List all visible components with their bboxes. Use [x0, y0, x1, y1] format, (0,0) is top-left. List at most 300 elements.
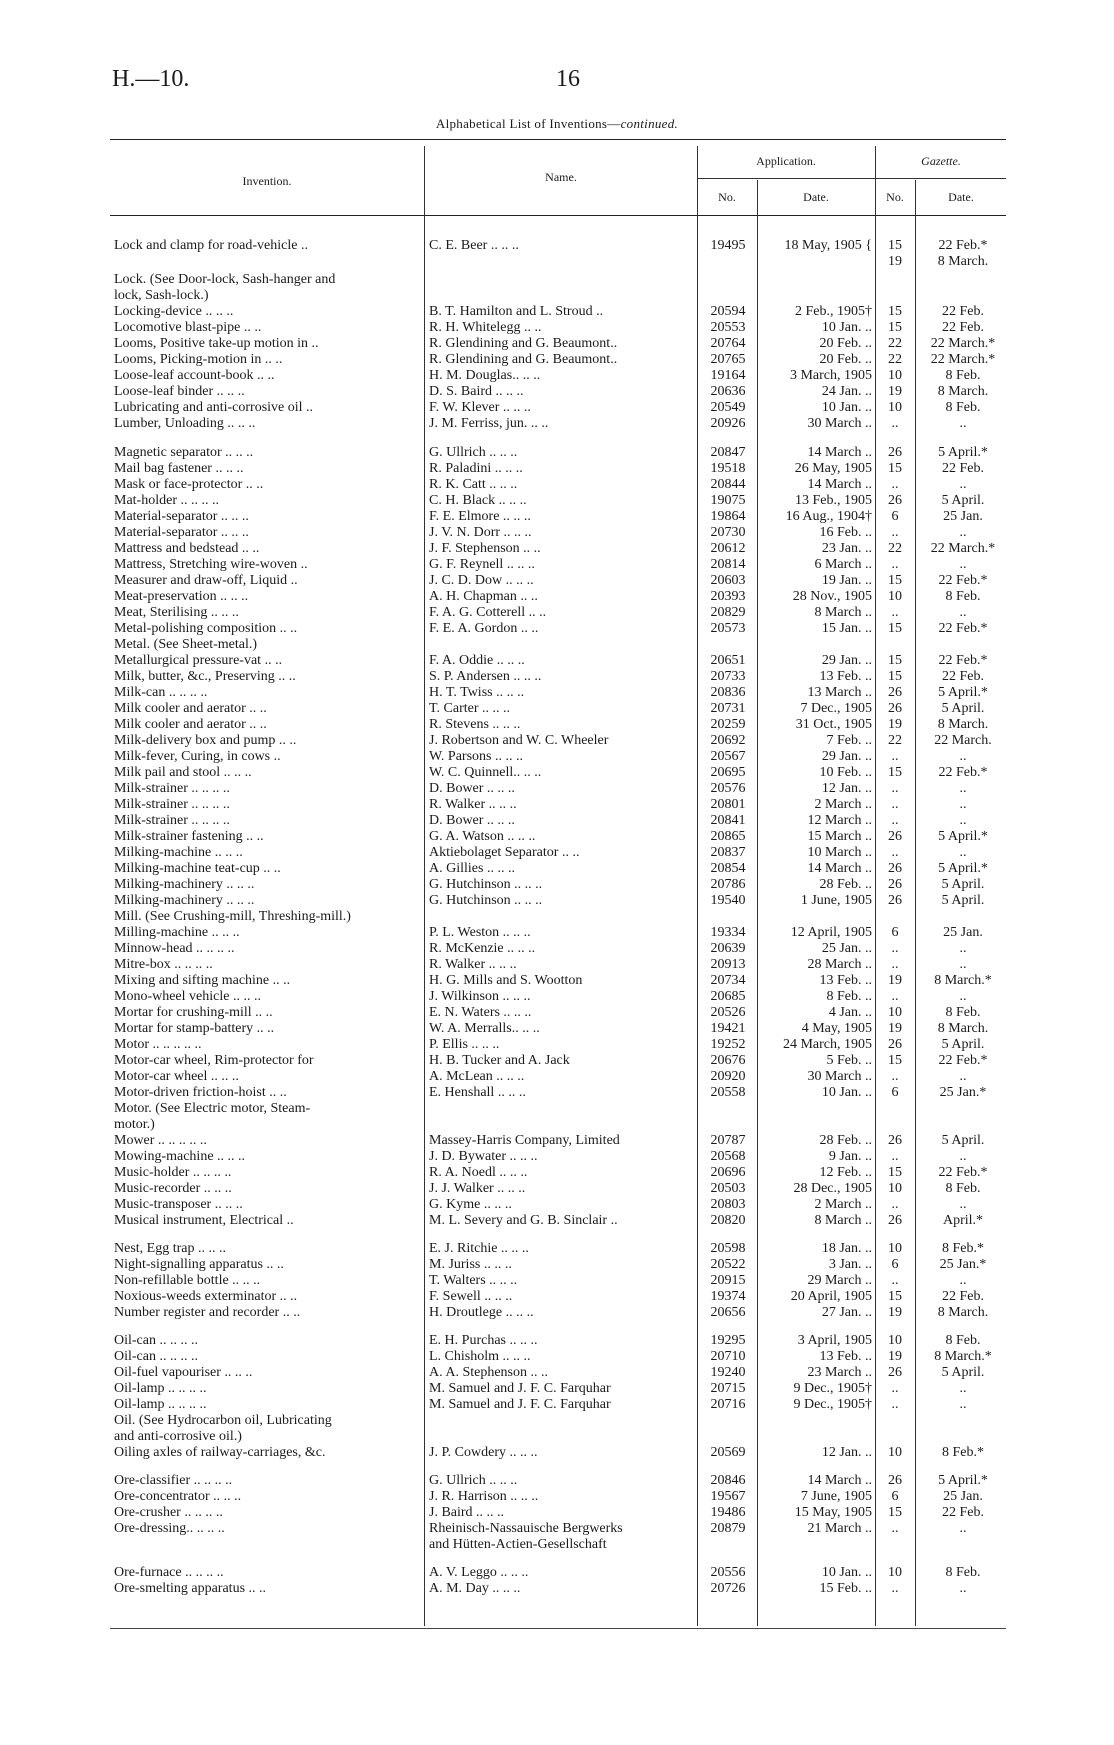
name-cell: J. C. D. Dow .. .. .. — [429, 573, 534, 588]
table-row — [0, 1473, 1114, 1489]
invention-cell: Lock and clamp for road-vehicle .. — [114, 238, 308, 253]
gazette-no-cell: 15 — [888, 461, 902, 476]
gazette-date-cell: .. — [959, 1397, 967, 1412]
app-date-cell: 4 May, 1905 — [801, 1021, 872, 1036]
app-no-cell: 20846 — [710, 1473, 746, 1488]
app-date-cell: 18 May, 1905 { — [784, 238, 872, 253]
table-row — [0, 1349, 1114, 1365]
app-date-cell: 2 March .. — [814, 797, 872, 812]
invention-cell: Oil-lamp .. .. .. .. — [114, 1381, 207, 1396]
app-no-cell: 19518 — [710, 461, 746, 476]
app-date-cell: 8 March .. — [814, 605, 872, 620]
table-row — [0, 1101, 1114, 1117]
app-no-cell: 20716 — [710, 1397, 746, 1412]
app-date-cell: 28 Feb. .. — [819, 877, 872, 892]
table-row — [0, 957, 1114, 973]
table-row — [0, 1381, 1114, 1397]
table-row — [0, 1413, 1114, 1429]
name-cell: P. Ellis .. .. .. — [429, 1037, 500, 1052]
app-date-cell: 8 Feb. .. — [826, 989, 872, 1004]
invention-cell: Motor-car wheel, Rim-protector for — [114, 1053, 314, 1068]
invention-cell: Loose-leaf account-book .. .. — [114, 368, 275, 383]
table-row — [0, 685, 1114, 701]
name-cell: J. R. Harrison .. .. .. — [429, 1489, 539, 1504]
name-cell: M. L. Severy and G. B. Sinclair .. — [429, 1213, 618, 1228]
invention-cell: Mask or face-protector .. .. — [114, 477, 264, 492]
app-date-cell: 6 March .. — [814, 557, 872, 572]
invention-cell: Metal. (See Sheet-metal.) — [114, 637, 258, 652]
app-no-cell: 20696 — [710, 1165, 746, 1180]
app-date-cell: 15 Feb. .. — [819, 1581, 872, 1596]
gazette-date-cell: 8 Feb. — [945, 368, 981, 383]
invention-cell: Milk, butter, &c., Preserving .. .. — [114, 669, 296, 684]
gazette-no-cell: 26 — [888, 829, 902, 844]
app-no-cell: 20639 — [710, 941, 746, 956]
table-row — [0, 1429, 1114, 1445]
app-no-cell: 19295 — [710, 1333, 746, 1348]
app-no-cell: 20568 — [710, 1149, 746, 1164]
table-row — [0, 1505, 1114, 1521]
gazette-no-cell: 22 — [888, 541, 902, 556]
app-no-cell: 20915 — [710, 1273, 746, 1288]
app-date-cell: 10 Feb. .. — [819, 765, 872, 780]
table-row — [0, 765, 1114, 781]
table-row — [0, 749, 1114, 765]
table-row — [0, 1037, 1114, 1053]
gazette-no-cell: 19 — [888, 973, 902, 988]
gazette-no-cell: .. — [891, 957, 899, 972]
gazette-date-cell: 5 April.* — [938, 445, 988, 460]
app-date-cell: 10 Jan. .. — [821, 1565, 872, 1580]
name-cell: M. Samuel and J. F. C. Farquhar — [429, 1397, 611, 1412]
app-no-cell: 20926 — [710, 416, 746, 431]
invention-cell: Meat, Sterilising .. .. .. — [114, 605, 239, 620]
gazette-date-cell: 8 March. — [937, 717, 989, 732]
app-no-cell: 20829 — [710, 605, 746, 620]
invention-cell: Mitre-box .. .. .. .. — [114, 957, 213, 972]
name-cell: B. T. Hamilton and L. Stroud .. — [429, 304, 604, 319]
app-date-cell: 3 March, 1905 — [789, 368, 872, 383]
name-cell: D. Bower .. .. .. — [429, 813, 515, 828]
gazette-no-cell: .. — [891, 416, 899, 431]
app-date-cell: 9 Jan. .. — [828, 1149, 872, 1164]
gazette-no-cell: 10 — [888, 1333, 902, 1348]
app-no-cell: 20651 — [710, 653, 746, 668]
invention-cell: Ore-smelting apparatus .. .. — [114, 1581, 267, 1596]
gazette-no-cell: 26 — [888, 1473, 902, 1488]
gazette-no-cell: .. — [891, 1581, 899, 1596]
table-row — [0, 1165, 1114, 1181]
table-row — [0, 605, 1114, 621]
app-date-cell: 14 March .. — [807, 861, 872, 876]
table-row — [0, 304, 1114, 320]
invention-cell: motor.) — [114, 1117, 155, 1132]
name-cell: G. F. Reynell .. .. .. — [429, 557, 535, 572]
table-row — [0, 989, 1114, 1005]
app-no-cell: 19334 — [710, 925, 746, 940]
app-date-cell: 28 Feb. .. — [819, 1133, 872, 1148]
gazette-no-cell: 26 — [888, 1213, 902, 1228]
invention-cell: Oiling axles of railway-carriages, &c. — [114, 1445, 326, 1460]
name-cell: F. E. A. Gordon .. .. — [429, 621, 539, 636]
app-date-cell: 8 March .. — [814, 1213, 872, 1228]
table-row — [0, 909, 1114, 925]
col-gaz-no-header: No. — [886, 190, 904, 204]
name-cell: W. Parsons .. .. .. — [429, 749, 523, 764]
gazette-date-cell: .. — [959, 941, 967, 956]
name-cell: E. N. Waters .. .. .. — [429, 1005, 532, 1020]
gazette-date-cell: 8 Feb. — [945, 1181, 981, 1196]
gazette-no-cell: 6 — [891, 1489, 899, 1504]
app-no-cell: 20556 — [710, 1565, 746, 1580]
invention-cell: and anti-corrosive oil.) — [114, 1429, 242, 1444]
gazette-no-cell: 15 — [888, 1165, 902, 1180]
table-row — [0, 400, 1114, 416]
app-date-cell: 14 March .. — [807, 477, 872, 492]
table-row — [0, 288, 1114, 304]
app-no-cell: 20503 — [710, 1181, 746, 1196]
table-row — [0, 1581, 1114, 1597]
gazette-no-cell: 10 — [888, 1445, 902, 1460]
gazette-date-cell: 22 Feb.* — [938, 653, 988, 668]
gazette-no-cell: 19 — [888, 1305, 902, 1320]
invention-cell: Lubricating and anti-corrosive oil .. — [114, 400, 314, 415]
table-row — [0, 445, 1114, 461]
gazette-date-cell: 22 Feb. — [942, 320, 984, 335]
header-bottom-rule — [110, 215, 1006, 216]
invention-cell: Locking-device .. .. .. — [114, 304, 234, 319]
invention-cell: Milking-machine .. .. .. — [114, 845, 243, 860]
invention-cell: Mortar for crushing-mill .. .. — [114, 1005, 273, 1020]
table-row — [0, 1489, 1114, 1505]
gazette-date-cell: .. — [959, 477, 967, 492]
gazette-no-cell: 22 — [888, 733, 902, 748]
name-cell: A. A. Stephenson .. .. — [429, 1365, 548, 1380]
gazette-no-cell: 15 — [888, 573, 902, 588]
app-date-cell: 13 Feb. .. — [819, 973, 872, 988]
table-row — [0, 1289, 1114, 1305]
app-date-cell: 12 March .. — [807, 813, 872, 828]
invention-cell: Noxious-weeds exterminator .. .. — [114, 1289, 298, 1304]
name-cell: H. M. Douglas.. .. .. — [429, 368, 541, 383]
gazette-date-cell: .. — [959, 1521, 967, 1536]
invention-cell: Mattress, Stretching wire-woven .. — [114, 557, 308, 572]
col-invention-header: Invention. — [242, 174, 292, 188]
name-cell: L. Chisholm .. .. .. — [429, 1349, 531, 1364]
gazette-date-cell: 8 March. — [937, 254, 989, 269]
app-date-cell: 7 Dec., 1905 — [800, 701, 872, 716]
table-row — [0, 1333, 1114, 1349]
gazette-date-cell: 22 Feb. — [942, 669, 984, 684]
table-row — [0, 797, 1114, 813]
gazette-no-cell: 10 — [888, 1005, 902, 1020]
table-row — [0, 384, 1114, 400]
app-no-cell: 20636 — [710, 384, 746, 399]
gazette-no-cell: .. — [891, 1273, 899, 1288]
app-no-cell: 20820 — [710, 1213, 746, 1228]
invention-cell: Motor .. .. .. .. .. — [114, 1037, 202, 1052]
name-cell: J. Robertson and W. C. Wheeler — [429, 733, 609, 748]
app-no-cell: 20692 — [710, 733, 746, 748]
invention-cell: Ore-furnace .. .. .. .. — [114, 1565, 224, 1580]
app-date-cell: 10 March .. — [807, 845, 872, 860]
gazette-no-cell: 6 — [891, 1085, 899, 1100]
gazette-no-cell: 10 — [888, 368, 902, 383]
table-row — [0, 637, 1114, 653]
name-cell: J. Wilkinson .. .. .. — [429, 989, 531, 1004]
gazette-date-cell: .. — [959, 605, 967, 620]
name-cell: J. Baird .. .. .. — [429, 1505, 505, 1520]
app-no-cell: 20734 — [710, 973, 746, 988]
gazette-date-cell: 5 April. — [941, 1037, 985, 1052]
invention-cell: Mowing-machine .. .. .. — [114, 1149, 246, 1164]
gazette-no-cell: 6 — [891, 925, 899, 940]
app-date-cell: 23 March .. — [807, 1365, 872, 1380]
gazette-no-cell: 15 — [888, 653, 902, 668]
app-date-cell: 31 Oct., 1905 — [795, 717, 872, 732]
invention-cell: Milk-strainer .. .. .. .. — [114, 813, 230, 828]
invention-cell: Milk-strainer fastening .. .. — [114, 829, 264, 844]
app-date-cell: 7 Feb. .. — [826, 733, 872, 748]
table-row — [0, 829, 1114, 845]
invention-cell: Loose-leaf binder .. .. .. — [114, 384, 245, 399]
app-no-cell: 20393 — [710, 589, 746, 604]
gazette-date-cell: 8 Feb. — [945, 400, 981, 415]
app-no-cell: 19240 — [710, 1365, 746, 1380]
gazette-date-cell: .. — [959, 989, 967, 1004]
app-date-cell: 14 March .. — [807, 1473, 872, 1488]
app-no-cell: 20522 — [710, 1257, 746, 1272]
name-cell: G. Kyme .. .. .. — [429, 1197, 512, 1212]
table-row — [0, 1005, 1114, 1021]
table-row — [0, 493, 1114, 509]
app-date-cell: 12 Jan. .. — [821, 781, 872, 796]
invention-cell: Locomotive blast-pipe .. .. — [114, 320, 262, 335]
app-date-cell: 15 March .. — [807, 829, 872, 844]
invention-cell: Meat-preservation .. .. .. — [114, 589, 249, 604]
app-no-cell: 20598 — [710, 1241, 746, 1256]
gazette-no-cell: 6 — [891, 1257, 899, 1272]
gazette-no-cell: 22 — [888, 336, 902, 351]
invention-cell: Milk-strainer .. .. .. .. — [114, 797, 230, 812]
invention-cell: Metallurgical pressure-vat .. .. — [114, 653, 283, 668]
app-no-cell: 20854 — [710, 861, 746, 876]
app-no-cell: 19540 — [710, 893, 746, 908]
invention-cell: Milk-strainer .. .. .. .. — [114, 781, 230, 796]
table-row — [0, 1257, 1114, 1273]
invention-cell: Minnow-head .. .. .. .. — [114, 941, 235, 956]
gazette-no-cell: .. — [891, 477, 899, 492]
app-no-cell: 20814 — [710, 557, 746, 572]
gazette-date-cell: 8 Feb.* — [942, 1445, 984, 1460]
gazette-date-cell: .. — [959, 845, 967, 860]
app-no-cell: 20676 — [710, 1053, 746, 1068]
invention-cell: Mono-wheel vehicle .. .. .. — [114, 989, 261, 1004]
gazette-no-cell: .. — [891, 1069, 899, 1084]
gazette-date-cell: 22 Feb. — [942, 1289, 984, 1304]
app-date-cell: 2 Feb., 1905† — [795, 304, 872, 319]
app-no-cell: 19374 — [710, 1289, 746, 1304]
app-date-cell: 10 Jan. .. — [821, 1085, 872, 1100]
gazette-no-cell: .. — [891, 845, 899, 860]
table-row — [0, 1133, 1114, 1149]
name-cell: and Hütten-Actien-Gesellschaft — [429, 1537, 607, 1552]
app-date-cell: 23 Jan. .. — [821, 541, 872, 556]
gazette-date-cell: 22 Feb. — [942, 304, 984, 319]
gazette-no-cell: .. — [891, 813, 899, 828]
table-row — [0, 509, 1114, 525]
app-date-cell: 30 March .. — [807, 1069, 872, 1084]
name-cell: R. Glendining and G. Beaumont.. — [429, 336, 618, 351]
gazette-date-cell: 8 Feb. — [945, 1333, 981, 1348]
name-cell: R. A. Noedl .. .. .. — [429, 1165, 528, 1180]
invention-cell: Looms, Picking-motion in .. .. — [114, 352, 283, 367]
app-no-cell: 19495 — [710, 238, 746, 253]
gazette-date-cell: 8 March. — [937, 1021, 989, 1036]
gazette-no-cell: 15 — [888, 621, 902, 636]
page-number: 16 — [556, 66, 580, 92]
invention-cell: Mat-holder .. .. .. .. — [114, 493, 219, 508]
name-cell: R. Glendining and G. Beaumont.. — [429, 352, 618, 367]
name-cell: C. H. Black .. .. .. — [429, 493, 527, 508]
table-row — [0, 941, 1114, 957]
table-row — [0, 733, 1114, 749]
table-row — [0, 1213, 1114, 1229]
invention-cell: Lock. (See Door-lock, Sash-hanger and — [114, 272, 336, 287]
invention-cell: Milk cooler and aerator .. .. — [114, 717, 267, 732]
name-cell: J. F. Stephenson .. .. — [429, 541, 541, 556]
app-no-cell: 20730 — [710, 525, 746, 540]
gazette-no-cell: 19 — [888, 254, 902, 269]
gazette-date-cell: 22 Feb. — [942, 461, 984, 476]
app-no-cell: 20879 — [710, 1521, 746, 1536]
gazette-no-cell: .. — [891, 749, 899, 764]
invention-cell: Milk-fever, Curing, in cows .. — [114, 749, 281, 764]
invention-cell: Ore-concentrator .. .. .. — [114, 1489, 242, 1504]
table-row — [0, 477, 1114, 493]
invention-cell: Mill. (See Crushing-mill, Threshing-mill.) — [114, 909, 351, 924]
invention-cell: Milling-machine .. .. .. — [114, 925, 240, 940]
app-no-cell: 20920 — [710, 1069, 746, 1084]
gazette-no-cell: 26 — [888, 893, 902, 908]
invention-cell: Nest, Egg trap .. .. .. — [114, 1241, 226, 1256]
title-continued: continued. — [620, 116, 679, 131]
name-cell: F. Sewell .. .. .. — [429, 1289, 513, 1304]
table-row — [0, 1149, 1114, 1165]
name-cell: J. J. Walker .. .. .. — [429, 1181, 526, 1196]
invention-cell: Number register and recorder .. .. — [114, 1305, 301, 1320]
app-date-cell: 26 May, 1905 — [794, 461, 872, 476]
gazette-no-cell: 15 — [888, 1505, 902, 1520]
table-row — [0, 925, 1114, 941]
name-cell: Rheinisch-Nassauische Bergwerks — [429, 1521, 623, 1536]
gazette-date-cell: 8 Feb. — [945, 1565, 981, 1580]
app-date-cell: 29 March .. — [807, 1273, 872, 1288]
gazette-date-cell: .. — [959, 1581, 967, 1596]
invention-cell: Milk pail and stool .. .. .. — [114, 765, 252, 780]
app-no-cell: 20567 — [710, 749, 746, 764]
app-no-cell: 19567 — [710, 1489, 746, 1504]
gazette-date-cell: 5 April.* — [938, 829, 988, 844]
app-no-cell: 20764 — [710, 336, 746, 351]
name-cell: R. H. Whitelegg .. .. — [429, 320, 542, 335]
gazette-no-cell: .. — [891, 941, 899, 956]
name-cell: M. Samuel and J. F. C. Farquhar — [429, 1381, 611, 1396]
app-date-cell: 15 Jan. .. — [821, 621, 872, 636]
col-application-header: Application. — [756, 154, 816, 168]
name-cell: J. D. Bywater .. .. .. — [429, 1149, 538, 1164]
invention-cell: Looms, Positive take-up motion in .. — [114, 336, 319, 351]
gazette-no-cell: 26 — [888, 1365, 902, 1380]
invention-cell: Music-holder .. .. .. .. — [114, 1165, 232, 1180]
app-no-cell: 20603 — [710, 573, 746, 588]
gazette-date-cell: 8 Feb. — [945, 1005, 981, 1020]
app-date-cell: 29 Jan. .. — [821, 749, 872, 764]
document-code: H.—10. — [112, 66, 190, 92]
invention-cell: Measurer and draw-off, Liquid .. — [114, 573, 298, 588]
app-date-cell: 28 Nov., 1905 — [792, 589, 872, 604]
app-date-cell: 7 June, 1905 — [800, 1489, 872, 1504]
name-cell: A. McLean .. .. .. — [429, 1069, 525, 1084]
app-date-cell: 3 Jan. .. — [828, 1257, 872, 1272]
gazette-date-cell: .. — [959, 749, 967, 764]
table-row — [0, 669, 1114, 685]
app-no-cell: 20715 — [710, 1381, 746, 1396]
app-no-cell: 20803 — [710, 1197, 746, 1212]
gazette-date-cell: 8 Feb.* — [942, 1241, 984, 1256]
invention-cell: Lumber, Unloading .. .. .. — [114, 416, 256, 431]
gazette-date-cell: 22 Feb.* — [938, 621, 988, 636]
app-date-cell: 21 March .. — [807, 1521, 872, 1536]
app-no-cell: 20841 — [710, 813, 746, 828]
invention-cell: Metal-polishing composition .. .. — [114, 621, 298, 636]
app-no-cell: 20733 — [710, 669, 746, 684]
app-no-cell: 20553 — [710, 320, 746, 335]
table-row — [0, 416, 1114, 432]
app-date-cell: 3 April, 1905 — [797, 1333, 872, 1348]
name-cell: F. W. Klever .. .. .. — [429, 400, 531, 415]
gazette-no-cell: 15 — [888, 765, 902, 780]
table-row — [0, 352, 1114, 368]
invention-cell: Mattress and bedstead .. .. — [114, 541, 260, 556]
name-cell: P. L. Weston .. .. .. — [429, 925, 531, 940]
invention-cell: Music-recorder .. .. .. — [114, 1181, 232, 1196]
gazette-date-cell: .. — [959, 557, 967, 572]
gazette-no-cell: 15 — [888, 1053, 902, 1068]
gazette-date-cell: 5 April. — [941, 1365, 985, 1380]
name-cell: F. E. Elmore .. .. .. — [429, 509, 531, 524]
invention-cell: Oil-fuel vapouriser .. .. .. — [114, 1365, 253, 1380]
name-cell: H. Droutlege .. .. .. — [429, 1305, 534, 1320]
invention-cell: Material-separator .. .. .. — [114, 509, 249, 524]
gazette-date-cell: .. — [959, 1149, 967, 1164]
table-row — [0, 1021, 1114, 1037]
app-date-cell: 12 Feb. .. — [819, 1165, 872, 1180]
invention-cell: Ore-dressing.. .. .. .. — [114, 1521, 225, 1536]
table-row — [0, 272, 1114, 288]
app-date-cell: 13 March .. — [807, 685, 872, 700]
gazette-no-cell: 26 — [888, 701, 902, 716]
gazette-no-cell: .. — [891, 797, 899, 812]
gazette-date-cell: 5 April.* — [938, 1473, 988, 1488]
gazette-date-cell: .. — [959, 781, 967, 796]
table-row — [0, 573, 1114, 589]
name-cell: R. Walker .. .. .. — [429, 797, 517, 812]
gazette-no-cell: .. — [891, 989, 899, 1004]
table-row — [0, 973, 1114, 989]
invention-cell: Ore-crusher .. .. .. .. — [114, 1505, 223, 1520]
name-cell: Aktiebolaget Separator .. .. — [429, 845, 580, 860]
